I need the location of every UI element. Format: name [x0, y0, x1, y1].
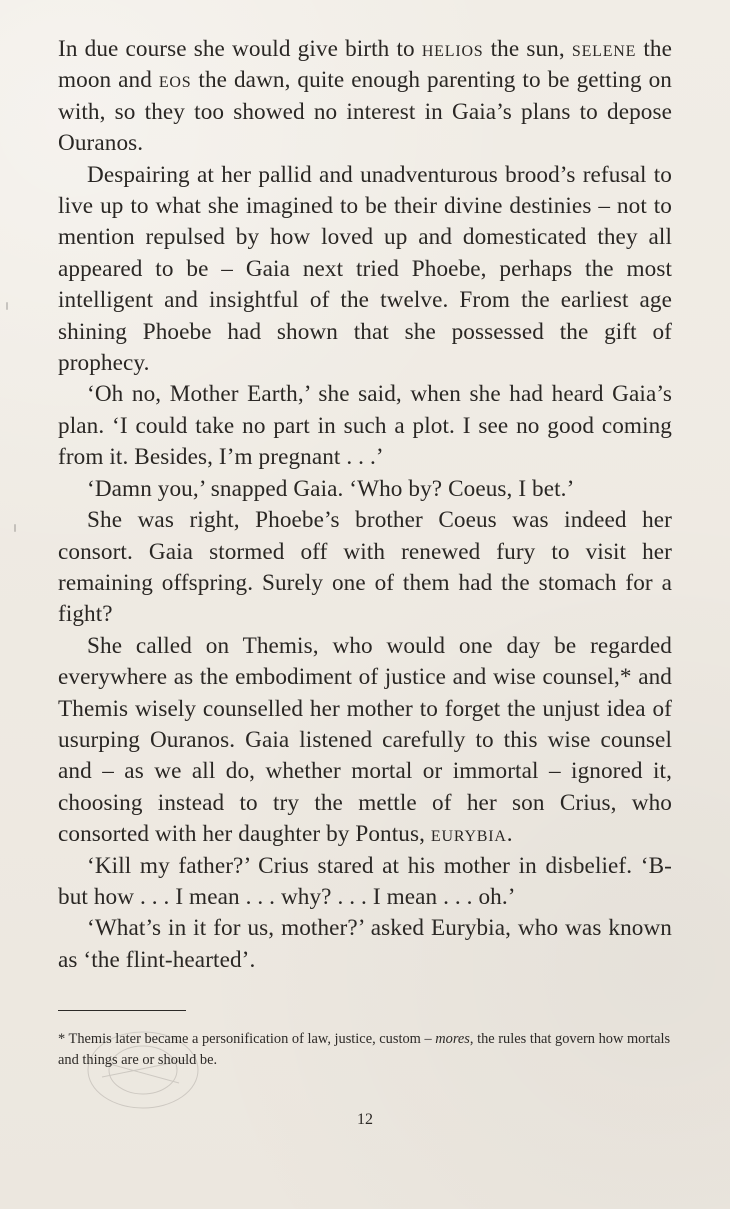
paragraph-3: ‘Oh no, Mother Earth,’ she said, when she had heard Gaia’s plan. ‘I could take no part in such a plot. I see no good coming from it. Besides, I’m pregnant . . .’ — [58, 381, 672, 471]
page-number: 12 — [357, 1111, 373, 1128]
footnote-rule — [58, 1010, 186, 1011]
paragraph-2: Despairing at her pallid and unadventurous brood’s refusal to live up to what she imagined to be their divine destinies – not to mention repulsed by how loved up and domesticated they all appeared to be – Gaia next tried Phoebe, perhaps the most intelligent and insightful of the twelve. From the earliest age shining Phoebe had shown that she possessed the gift of prophecy. — [58, 161, 672, 377]
paragraph-4: ‘Damn you,’ snapped Gaia. ‘Who by? Coeus, I bet.’ — [87, 475, 575, 502]
paragraph-1: In due course she would give birth to helios the sun, selene the moon and eos the dawn, quite enough parenting to be getting on with, so they too showed no interest in Gaia’s plans to depose Ouranos. — [58, 36, 672, 157]
scan-mark — [6, 302, 8, 310]
main-text — [58, 34, 672, 976]
footnote: * Themis later became a personification of law, justice, custom – mores, the rules that govern how mortals and things are or should be. — [58, 1031, 671, 1068]
scan-mark — [14, 524, 16, 532]
paragraph-7: ‘Kill my father?’ Crius stared at his mother in disbelief. ‘B-but how . . . I mean . . . why? . . . I mean . . . oh.’ — [58, 852, 672, 910]
paragraph-8: ‘What’s in it for us, mother?’ asked Eurybia, who was known as ‘the flint-hearted’. — [58, 915, 672, 973]
paragraph-5: She was right, Phoebe’s brother Coeus was indeed her consort. Gaia stormed off with renewed fury to visit her remaining offspring. Surely one of them had the stomach for a fight? — [58, 507, 672, 628]
paragraph-6: She called on Themis, who would one day be regarded everywhere as the embodiment of justice and wise counsel,* and Themis wisely counselled her mother to forget the unjust idea of usurping Ouranos. Gaia listened carefully to this wise counsel and – as we all do, whether mortal or immortal – ignored it, choosing instead to try the mettle of her son Crius, who consorted with her daughter by Pontus, eurybia. — [58, 632, 672, 848]
